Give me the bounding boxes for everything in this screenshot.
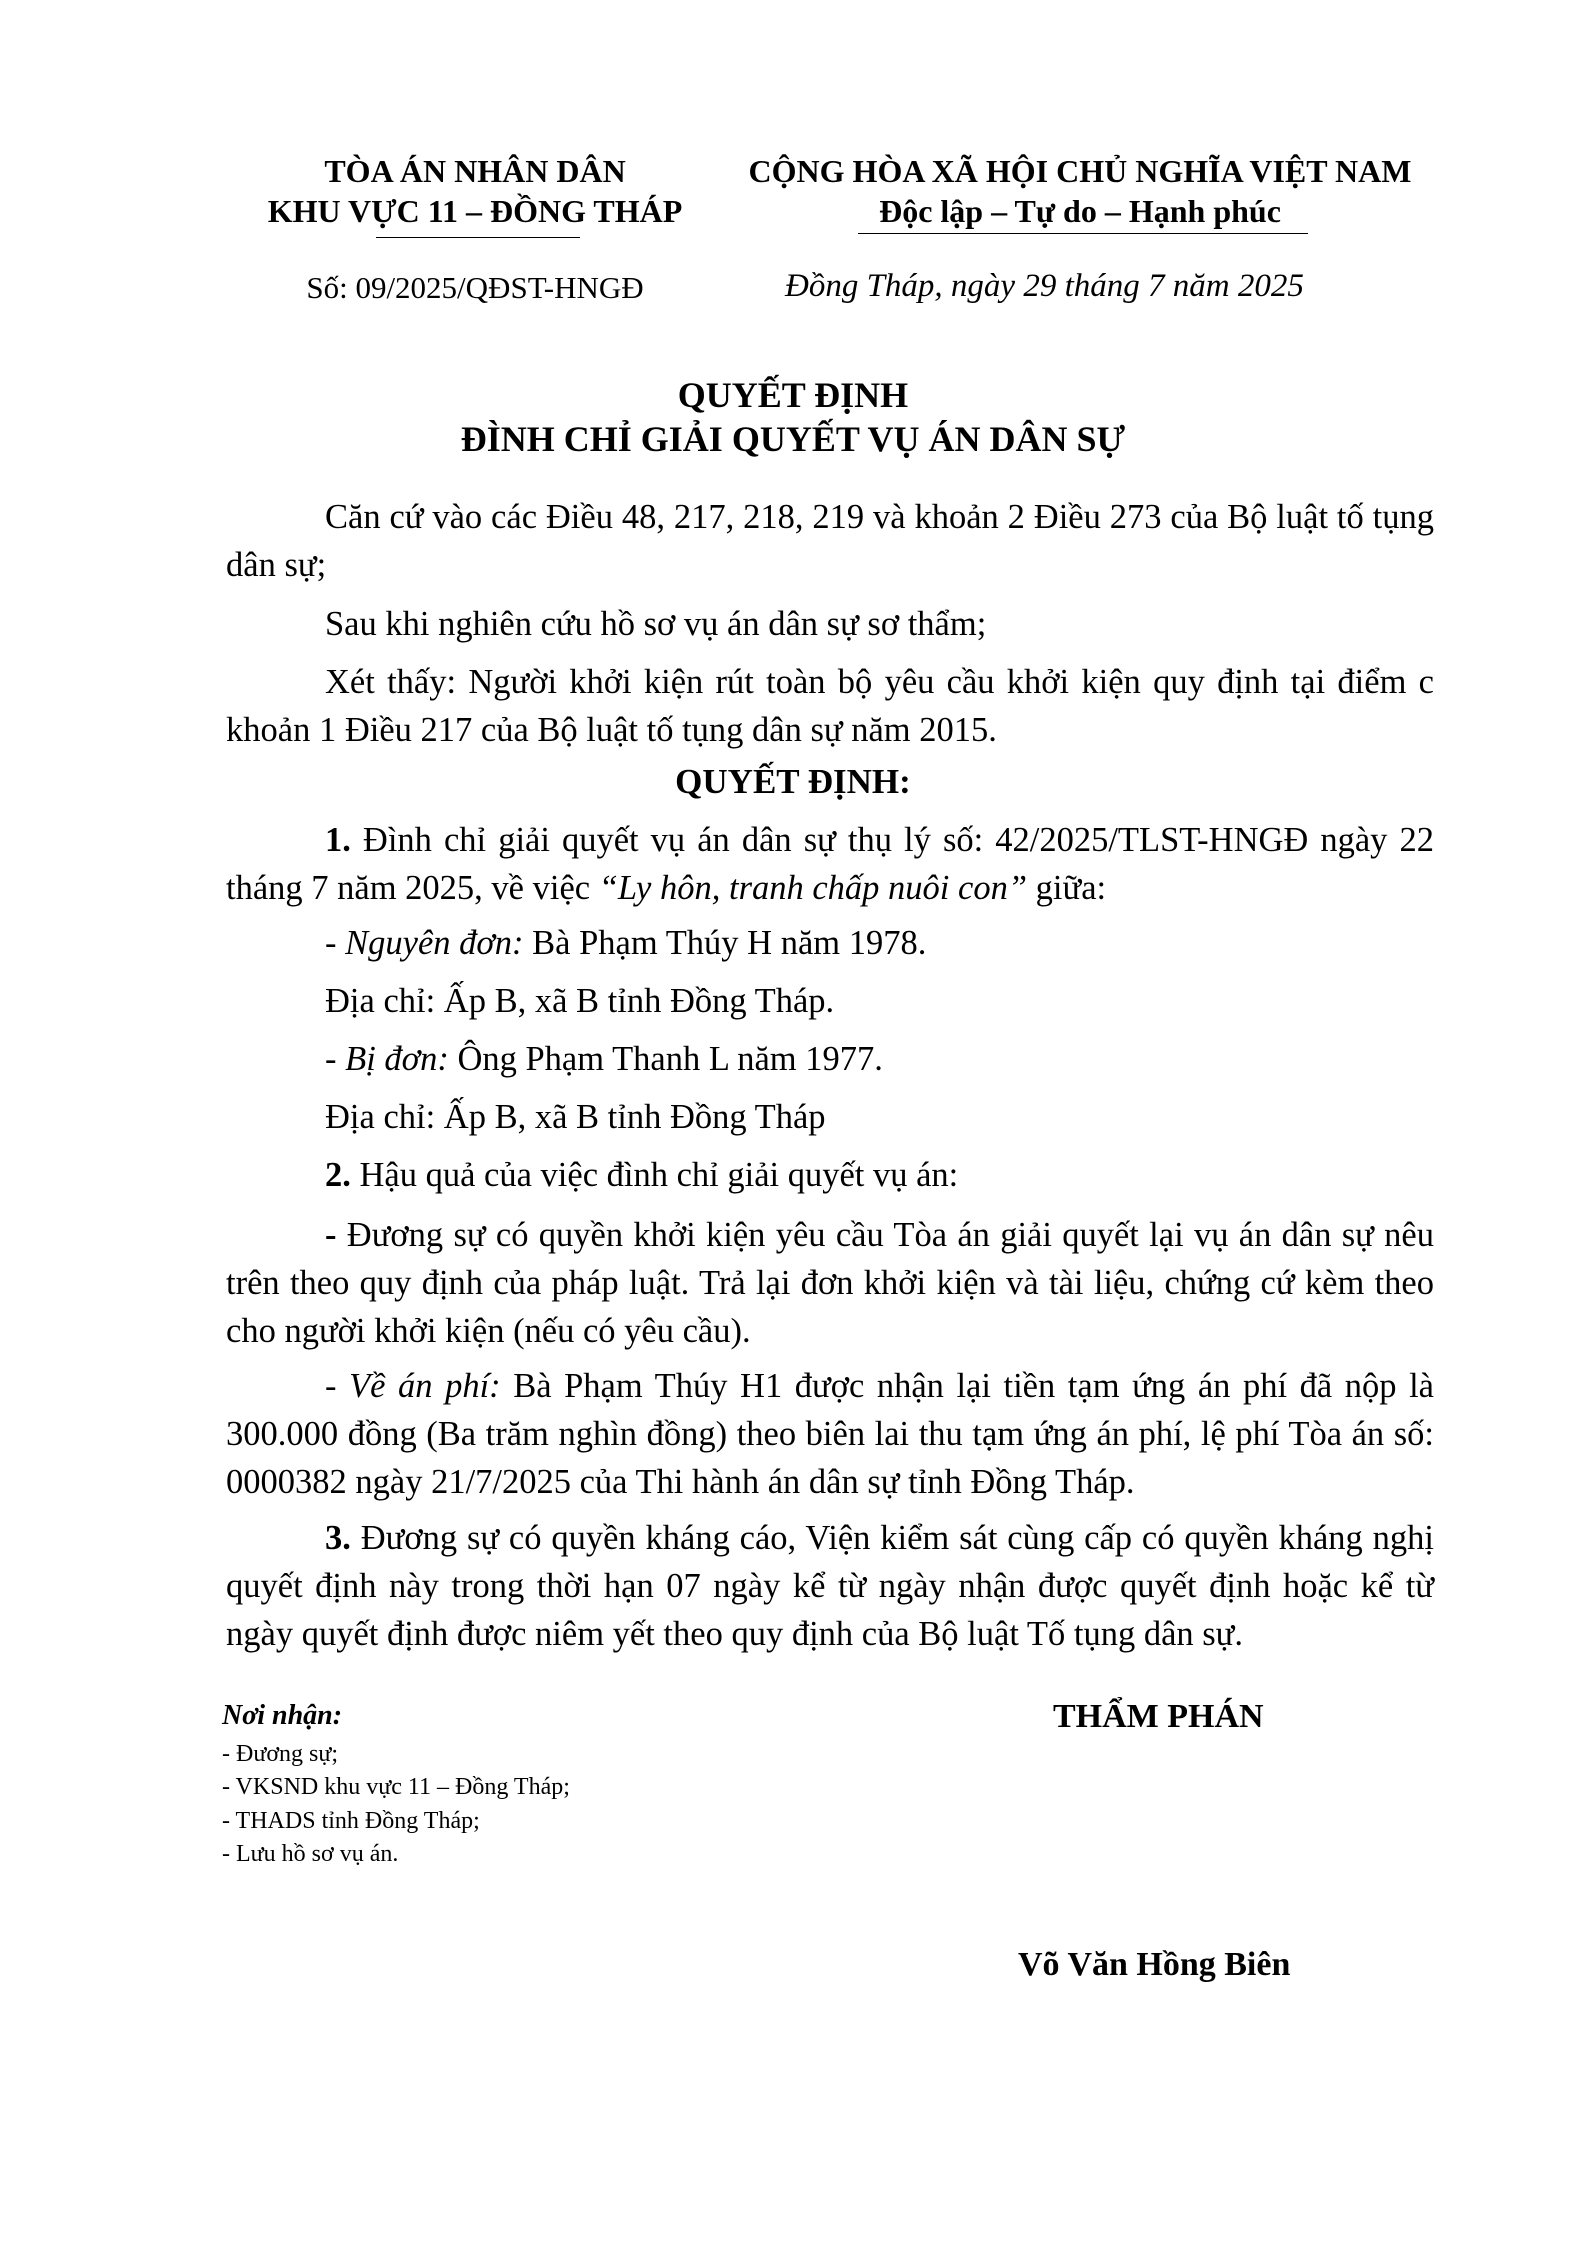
recipients-label: Nơi nhận: bbox=[222, 1700, 343, 1731]
decision-item-2-heading bbox=[325, 1151, 958, 1199]
plaintiff-value: Bà Phạm Thúy H năm 1978. bbox=[523, 924, 927, 962]
court-name-line2: KHU VỰC 11 – ĐỒNG THÁP bbox=[267, 193, 683, 229]
item-1-text-end: giữa: bbox=[1027, 869, 1107, 907]
plaintiff-label: Nguyên đơn: bbox=[345, 924, 524, 962]
court-fee-label: Về án phí: bbox=[349, 1367, 501, 1405]
decision-item-3 bbox=[226, 1514, 1434, 1658]
item-number: 1. bbox=[325, 821, 351, 859]
signer-name: Võ Văn Hồng Biên bbox=[1018, 1946, 1291, 1983]
review-paragraph: Sau khi nghiên cứu hồ sơ vụ án dân sự sơ thẩm; bbox=[325, 605, 987, 643]
defendant-address: Địa chỉ: Ấp B, xã B tỉnh Đồng Tháp bbox=[325, 1098, 826, 1136]
item-number: 2. bbox=[325, 1156, 351, 1194]
court-fee-text: Bà Phạm Thúy H1 được nhận lại tiền tạm ứng án phí đã nộp là 300.000 đồng (Ba trăm nghìn đồng) theo biên lai thu tạm ứng án phí, lệ phí Tòa án số: 0000382 ngày 21/7/2025 của Thi hành án dân sự tỉnh Đồng Tháp. bbox=[226, 1367, 1434, 1501]
recipient-item: - Đương sự; bbox=[222, 1741, 339, 1767]
nation-motto: Độc lập – Tự do – Hạnh phúc bbox=[879, 193, 1281, 229]
decision-item-1 bbox=[226, 816, 1434, 912]
legal-basis-paragraph: Căn cứ vào các Điều 48, 217, 218, 219 và khoản 2 Điều 273 của Bộ luật tố tụng dân sự; bbox=[226, 498, 1434, 584]
signer-title: THẨM PHÁN bbox=[1053, 1698, 1264, 1735]
nation-name: CỘNG HÒA XÃ HỘI CHỦ NGHĨA VIỆT NAM bbox=[748, 153, 1412, 189]
court-fee-paragraph: - Về án phí: Bà Phạm Thúy H1 được nhận lại tiền tạm ứng án phí đã nộp là 300.000 đồng (Ba trăm nghìn đồng) theo biên lai thu tạm ứng án phí, lệ phí Tòa án số: 0000382 ngày 21/7/2025 của Thi hành án dân sự tỉnh Đồng Tháp. bbox=[226, 1367, 1434, 1501]
item-3-text: Đương sự có quyền kháng cáo, Viện kiểm sát cùng cấp có quyền kháng nghị quyết định này trong thời hạn 07 ngày kể từ ngày nhận được quyết định hoặc kể từ ngày quyết định được niêm yết theo quy định của Bộ luật Tố tụng dân sự. bbox=[226, 1519, 1434, 1653]
item-1-text: Đình chỉ giải quyết vụ án dân sự thụ lý số: 42/2025/TLST-HNGĐ ngày 22 tháng 7 năm 2025, về việc bbox=[226, 821, 1434, 907]
item-2-heading-text: Hậu quả của việc đình chỉ giải quyết vụ án: bbox=[350, 1156, 959, 1194]
recipient-item: - THADS tỉnh Đồng Tháp; bbox=[222, 1808, 480, 1834]
recipient-item: - Lưu hồ sơ vụ án. bbox=[222, 1841, 399, 1867]
decision-heading: QUYẾT ĐỊNH: bbox=[675, 762, 911, 801]
place-date: Đồng Tháp, ngày 29 tháng 7 năm 2025 bbox=[785, 268, 1304, 304]
motto-underline bbox=[858, 233, 1308, 234]
case-type: “Ly hôn, tranh chấp nuôi con” bbox=[598, 869, 1028, 907]
document-title: QUYẾT ĐỊNH bbox=[677, 375, 909, 415]
consideration-paragraph: Xét thấy: Người khởi kiện rút toàn bộ yêu cầu khởi kiện quy định tại điểm c khoản 1 Điều 217 của Bộ luật tố tụng dân sự năm 2015. bbox=[226, 663, 1434, 749]
recipient-item: - VKSND khu vực 11 – Đồng Tháp; bbox=[222, 1774, 570, 1800]
decision-number: Số: 09/2025/QĐST-HNGĐ bbox=[306, 270, 644, 305]
defendant-value: Ông Phạm Thanh L năm 1977. bbox=[448, 1040, 883, 1078]
consequence-text: Đương sự có quyền khởi kiện yêu cầu Tòa án giải quyết lại vụ án dân sự nêu trên theo quy định của pháp luật. Trả lại đơn khởi kiện và tài liệu, chứng cứ kèm theo cho người khởi kiện (nếu có yêu cầu). bbox=[226, 1216, 1434, 1350]
consequence-paragraph: - Đương sự có quyền khởi kiện yêu cầu Tòa án giải quyết lại vụ án dân sự nêu trên theo quy định của pháp luật. Trả lại đơn khởi kiện và tài liệu, chứng cứ kèm theo cho người khởi kiện (nếu có yêu cầu). bbox=[226, 1216, 1434, 1350]
defendant-label: Bị đơn: bbox=[345, 1040, 449, 1078]
court-name-line1: TÒA ÁN NHÂN DÂN bbox=[324, 153, 626, 189]
document-subtitle: ĐÌNH CHỈ GIẢI QUYẾT VỤ ÁN DÂN SỰ bbox=[460, 419, 1126, 459]
defendant-line: - Bị đơn: Ông Phạm Thanh L năm 1977. bbox=[325, 1040, 883, 1078]
plaintiff-address: Địa chỉ: Ấp B, xã B tỉnh Đồng Tháp. bbox=[325, 982, 835, 1020]
item-number: 3. bbox=[325, 1519, 351, 1557]
plaintiff-line: - Nguyên đơn: Bà Phạm Thúy H năm 1978. bbox=[325, 924, 927, 962]
court-name-underline bbox=[376, 237, 580, 238]
